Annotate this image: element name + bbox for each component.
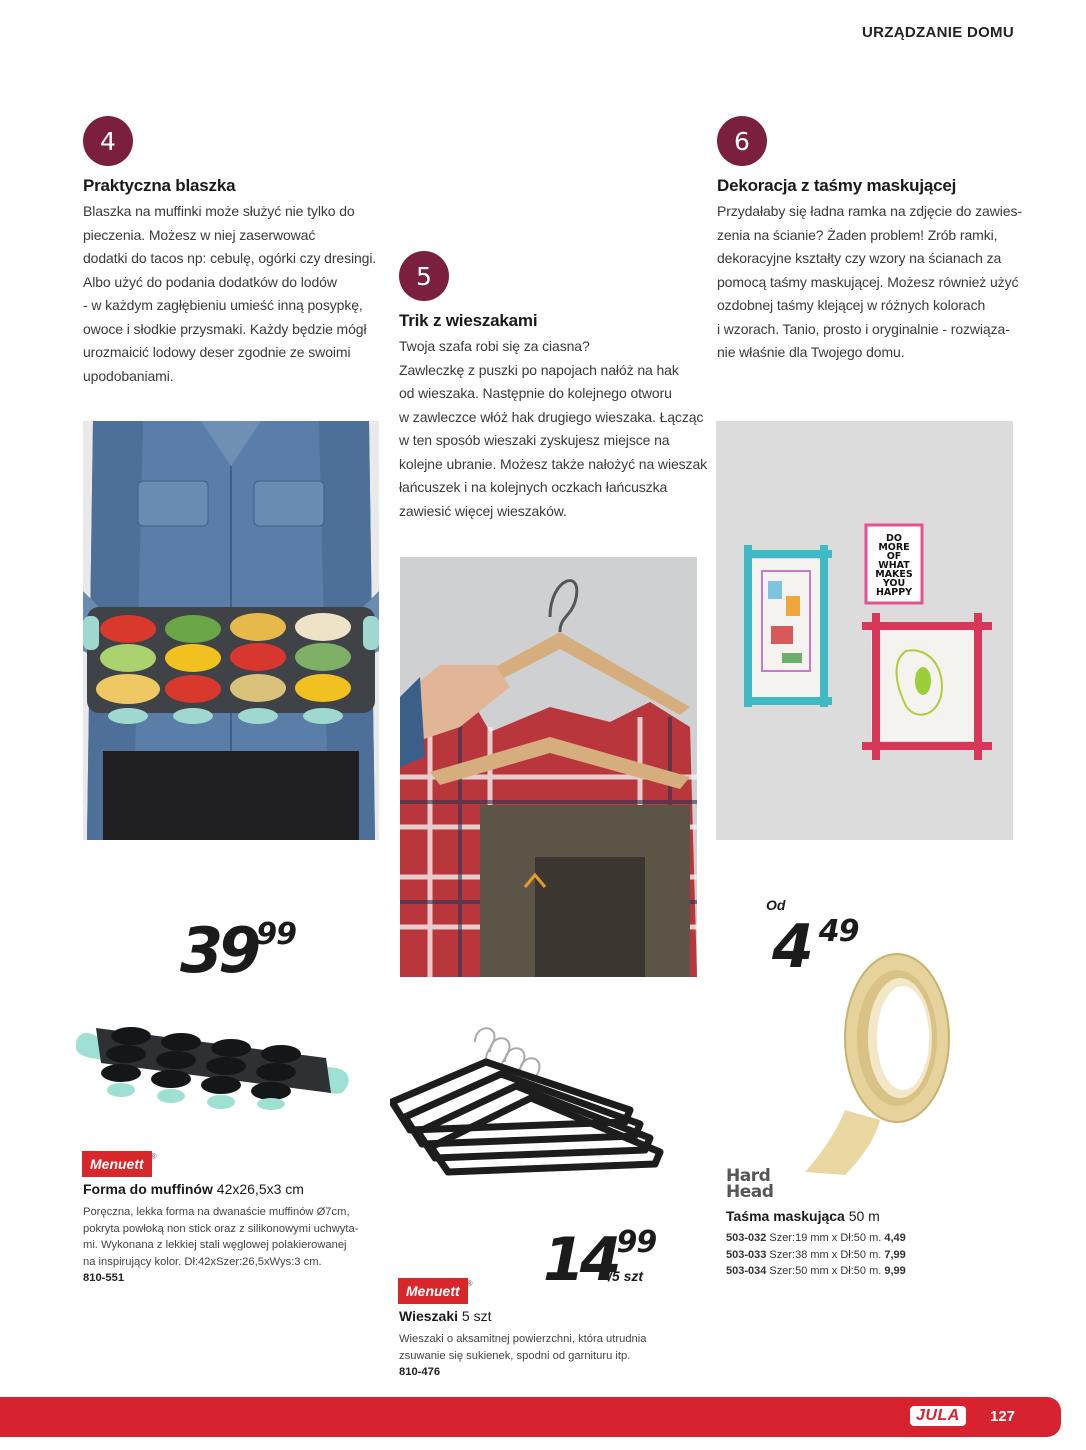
hangers-price-unit: /5 szt [608, 1268, 644, 1284]
hardhead-logo [726, 1168, 773, 1200]
variant-spec: Szer:19 mm x Dł:50 m. [766, 1232, 885, 1244]
variant-price: 9,99 [884, 1265, 906, 1277]
tip-line: kolejne ubranie. Możesz także nałożyć na wieszak [399, 455, 708, 472]
poster-text: MAKES [875, 569, 913, 580]
variant-code: 503-033 [726, 1248, 767, 1261]
jula-logo: JULA [910, 1406, 966, 1426]
tip-line: ozdobnej taśmy klejącej w różnych kolorach [717, 297, 986, 313]
tip-line: w zawleczce włóż hak drugiego wieszaka. Łącząc [399, 408, 704, 425]
brand-line: Head [726, 1182, 774, 1202]
muffin-brand [83, 1152, 157, 1174]
muffin-product-name [83, 1181, 304, 1197]
variant-row [726, 1230, 906, 1247]
tip-5-title: Trik z wieszakami [399, 311, 538, 330]
variant-row [726, 1263, 906, 1280]
variant-row [726, 1247, 906, 1264]
tip-line: - w każdym zagłębieniu umieść inną posypkę, [83, 297, 363, 313]
tip-4-body [83, 200, 376, 388]
desc-line: Wieszaki o aksamitnej powierzchni, która utrudnia [399, 1333, 647, 1345]
tip-line: pieczenia. Możesz w niej zaserwować [83, 226, 316, 243]
hangers-image [390, 1022, 665, 1182]
tape-decoration-photo [716, 421, 1013, 840]
registered-mark: ® [466, 1279, 473, 1288]
muffin-tray-image [76, 1018, 351, 1110]
poster-text: YOU [882, 578, 906, 589]
product-title: Taśma maskująca [726, 1208, 845, 1224]
tip-5-body [399, 335, 707, 523]
tip-line: zenia na ścianie? Żaden problem! Zrób ramki, [717, 226, 998, 243]
poster-text: DO [886, 533, 902, 544]
hangers-product-name [399, 1308, 491, 1324]
tip-line: Twoja szafa robi się za ciasna? [399, 338, 590, 354]
footer-bar [0, 1397, 1061, 1437]
variant-spec: Szer:50 mm x Dł:50 m. [766, 1265, 885, 1277]
tip-line: pomocą taśmy maskującej. Możesz również użyć [717, 273, 1019, 290]
muffin-tray-photo [83, 421, 379, 840]
registered-mark: ® [150, 1152, 157, 1161]
page-number: 127 [990, 1408, 1016, 1425]
tip-line: nie właśnie dla Twojego domu. [717, 344, 905, 360]
desc-line: mi. Wykonana z lekkiej stali węglowej polakierowanej [83, 1239, 347, 1251]
tip-line: dodatki do tacos np: cebulę, ogórki czy dresingi. [83, 250, 377, 266]
tip-4-number-badge: 4 [83, 116, 133, 166]
price-cents: 49 [818, 914, 859, 949]
price-cents: 99 [256, 917, 297, 952]
variant-code: 503-034 [726, 1265, 767, 1277]
desc-line: Poręczna, lekka forma na dwanaście muffinów Ø7cm, [83, 1206, 350, 1218]
product-title: Wieszaki [399, 1308, 459, 1324]
product-dims: 42x26,5x3 cm [212, 1181, 304, 1197]
product-length: 50 m [844, 1208, 880, 1224]
masking-tape-image [805, 950, 950, 1175]
variant-price: 7,99 [884, 1248, 906, 1261]
brand-line: Hard [726, 1166, 771, 1186]
price-main: 14 [543, 1225, 617, 1295]
desc-line: na inspirujący kolor. Dł:42xSzer:26,5xWys:3 cm. [83, 1255, 322, 1268]
tip-6-title: Dekoracja z taśmy maskującej [717, 176, 957, 195]
product-code: 810-476 [399, 1366, 441, 1378]
product-title: Forma do muffinów [83, 1181, 213, 1197]
tip-line: zawiesić więcej wieszaków. [399, 502, 567, 519]
tape-price-prefix: Od [766, 897, 786, 913]
poster-text: HAPPY [875, 587, 913, 598]
price-main: 39 [180, 914, 257, 987]
section-title: URZĄDZANIE DOMU [862, 24, 1014, 41]
tape-variants [726, 1230, 906, 1280]
tip-line: w ten sposób wieszaki zyskujesz miejsce na [399, 432, 670, 448]
muffin-description [83, 1204, 358, 1287]
tip-line: łańcuszek i na kolejnych oczkach łańcuszka [399, 479, 668, 495]
tip-line: upodobaniami. [83, 367, 174, 384]
menuett-logo: Menuett [83, 1152, 151, 1176]
variant-spec: Szer:38 mm x Dł:50 m. [766, 1248, 885, 1261]
tip-line: Albo użyć do podania dodatków do lodów [83, 273, 337, 290]
hangers-photo [400, 557, 697, 977]
desc-line: pokryta powłoką non stick oraz z silikonowymi uchwyta- [83, 1222, 359, 1235]
tip-line: Przydałaby się ładna ramka na zdjęcie do zawies- [717, 203, 1022, 219]
poster-text: WHAT [878, 560, 910, 571]
tip-4-title: Praktyczna blaszka [83, 176, 236, 195]
tip-line: Blaszka na muffinki może służyć nie tylko do [83, 203, 355, 219]
price-cents: 99 [616, 1225, 657, 1260]
desc-line: zsuwanie się sukienek, spodni od garnituru itp. [399, 1349, 631, 1362]
price-main: 4 [772, 912, 809, 982]
tape-product-name [726, 1208, 880, 1224]
menuett-logo: Menuett [399, 1279, 467, 1303]
product-code: 810-551 [83, 1272, 125, 1284]
tip-line: owoce i słodkie przysmaki. Każdy będzie mógł [83, 320, 367, 337]
tip-6-body [717, 200, 1022, 365]
hangers-description [399, 1331, 646, 1381]
variant-code: 503-032 [726, 1232, 767, 1244]
tip-line: dekoracyjne kształty czy wzory na ścianach za [717, 250, 1002, 266]
poster-text: MORE [878, 542, 910, 553]
tip-line: Zawleczkę z puszki po napojach nałóż na hak [399, 361, 679, 378]
tip-6-number-badge: 6 [717, 116, 767, 166]
tip-line: od wieszaka. Następnie do kolejnego otworu [399, 385, 672, 401]
hangers-brand [399, 1279, 473, 1301]
tip-5-number-badge: 5 [399, 251, 449, 301]
tip-line: urozmaicić lodowy deser zgodnie ze swoimi [83, 344, 351, 360]
tip-line: i wzorach. Tanio, prosto i oryginalnie - rozwiąza- [717, 320, 1010, 337]
product-qty: 5 szt [458, 1308, 492, 1324]
muffin-price [180, 914, 297, 987]
poster-text: OF [886, 551, 902, 562]
variant-price: 4,49 [884, 1232, 906, 1244]
